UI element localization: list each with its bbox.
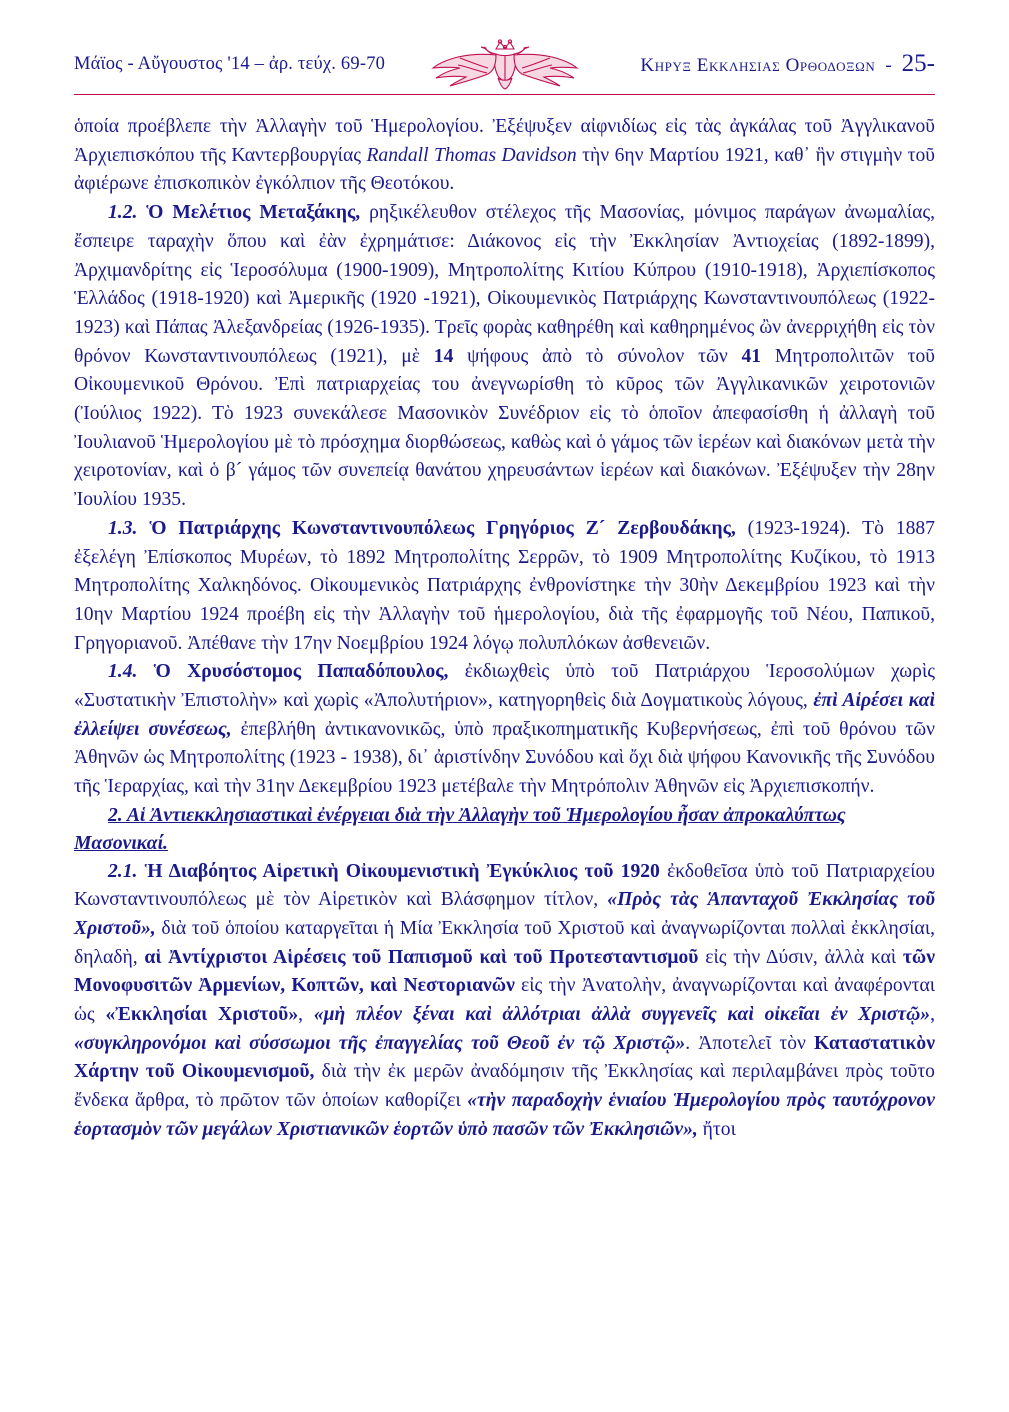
header-dash: - [885,55,892,76]
page-number: 25- [901,50,935,77]
section-1-3-text: (1923-1924). Τὸ 1887 ἐξελέγη Ἐπίσκοπος Μυρέων, τὸ 1892 Μητροπολίτης Σερρῶν, τὸ 1909 Μητροπολίτης Κυζίκου, τὸ 1913 Μητροπολίτης Χαλκηδόνος. Οἰκουμενικὸς Πατριάρχης ἐνθρονίστηκε τὴν 30ὴν Δεκεμβρίου 1923 καὶ τὴν 10ην Μαρτίου 1924 προέβη εἰς τὴν Ἀλλαγὴν τοῦ ἡμερολογίου, διὰ τῆς ἐφαρμογῆς τοῦ Νέου, Παπικοῦ, Γρηγοριανοῦ. Ἀπέθανε τὴν 17ην Νοεμβρίου 1924 λόγῳ πολυπλόκων ἀσθενειῶν. [74,517,935,654]
section-2-1-bold-1: αἱ Ἀντίχριστοι Αἱρέσεις τοῦ Παπισμοῦ καὶ τοῦ Προτεσταντισμοῦ [144,946,699,968]
section-2-1-text-7: . Ἀποτελεῖ τὸν [685,1032,815,1054]
section-2-1-number: 2.1. [108,860,138,882]
section-2-1-quote-1: «Πρὸς τὰς Ἁπανταχοῦ Ἐκκλησίας τοῦ Χριστοῦ», [74,889,935,939]
section-2-1-text-2: διὰ τοῦ ὁποίου καταργεῖται ἡ Μία Ἐκκλησία τοῦ Χριστοῦ καὶ ἀναγνωρίζονται πολλαὶ ἐκκλησίαι, δηλαδὴ, [74,917,935,968]
section-1-2-number: 1.2. [108,202,138,224]
section-2-1-title: Ἡ Διαβόητος Αἱρετικὴ Οἰκουμενιστικὴ Ἐγκύκλιος τοῦ 1920 [137,860,660,882]
section-2-1-text-5: , [298,1004,314,1026]
page-header [74,36,935,92]
section-2-1-quote-4: «τὴν παραδοχὴν ἑνιαίου Ἡμερολογίου πρὸς ταυτόχρονον ἑορτασμὸν τῶν μεγάλων Χριστιανικῶν ἑορτῶν ὑπὸ πασῶν τῶν Ἐκκλησιῶν», [74,1090,935,1140]
paragraph-continued [74,113,935,199]
section-1-4 [74,658,935,802]
section-2-1-text-6: , [930,1004,935,1026]
issue-info: Μάϊος - Αὔγουστος '14 – ἀρ. τεύχ. 69-70 [74,53,386,74]
section-2-heading: 2. Αἱ Ἀντιεκκλησιαστικαὶ ἐνέργειαι διὰ τὴν Ἀλλαγὴν τοῦ Ἡμερολογίου ἦσαν ἀπροκαλύπτως Μασονικαί. [74,804,846,854]
section-1-2-text-c: Μητροπολιτῶν τοῦ Οἰκουμενικοῦ Θρόνου. Ἐπὶ πατριαρχείας του ἀνεγνωρίσθη τὸ κῦρος τῶν Ἀγγλικανικῶν χειροτονιῶν (Ἰούλιος 1922). Τὸ 1923 συνεκάλεσε Μασονικὸν Συνέδριον εἰς τὸ ὁποῖον ἀπεφασίσθη ἡ ἀλλαγὴ τοῦ Ἰουλιανοῦ Ἡμερολογίου μὲ τὸ πρόσχημα διορθώσεως, καθὼς καὶ ὁ γάμος τῶν ἱερέων καὶ διακόνων μετὰ τὴν χειροτονίαν, καὶ ὁ β´ γάμος τῶν συνεπείᾳ θανάτου χηρευσάντων ἱερέων καὶ διακόνων. Ἐξέψυξεν τὴν 28ην Ἰουλίου 1935. [74,345,935,511]
section-1-4-text-b: ἐπεβλήθη ἀντικανονικῶς, ὑπὸ πραξικοπηματικῆς Κυβερνήσεως, ἐπὶ τοῦ θρόνου τῶν Ἀθηνῶν ὡς Μητροπολίτης (1923 - 1938), δι᾽ ἀριστίνδην Συνόδου καὶ ὄχι διὰ ψήφου Κανονικῆς τῆς Συνόδου τῆς Ἱεραρχίας, καὶ τὴν 31ην Δεκεμβρίου 1923 μετέβαλε τὴν Μητρόπολιν Ἀθηνῶν εἰς Ἀρχιεπισκοπήν. [74,718,936,798]
para-0-text-a: ὁποία προέβλεπε τὴν Ἀλλαγὴν τοῦ Ἡμερολογίου. Ἐξέψυξεν αἰφνιδίως εἰς τὰς ἀγκάλας τοῦ Ἀγγλικανοῦ Ἀρχιεπισκόπου τῆς Καντερβουργίας [74,116,935,166]
section-1-4-title: Ὁ Χρυσόστομος Παπαδόπουλος, [137,661,449,683]
section-1-2-total: 41 [741,345,762,367]
header-divider [74,94,935,95]
section-2-1-quote-3: «συγκληρονόμοι καὶ σύσσωμοι τῆς ἐπαγγελίας τοῦ Θεοῦ ἐν τῷ Χριστῷ» [74,1032,686,1054]
section-1-4-text-a: ἐκδιωχθεὶς ὑπὸ τοῦ Πατριάρχου Ἱεροσολύμων χωρὶς «Συστατικὴν Ἐπιστολὴν» καὶ χωρὶς «Ἀπολυτήριον», κατηγορηθεὶς διὰ Δογματικοὺς λόγους, [74,661,935,712]
section-1-2-votes: 14 [433,345,454,367]
section-2-1-text-3: εἰς τὴν Δύσιν, ἀλλὰ καὶ [698,946,903,968]
section-2-1-quote-2: «μὴ πλέον ξέναι καὶ ἀλλότριαι ἀλλὰ συγγενεῖς καὶ οἰκεῖαι ἐν Χριστῷ» [313,1004,931,1026]
section-1-4-emphasis: ἐπὶ Αἱρέσει καὶ ἐλλείψει συνέσεως, [74,690,935,740]
section-2-1-bold-2: τῶν Μονοφυσιτῶν Ἀρμενίων, Κοπτῶν, καὶ Νεστοριανῶν [74,946,935,997]
header-right-group [640,50,935,78]
section-2-1 [74,858,935,1145]
section-2-1-text-4: εἰς τὴν Ἀνατολὴν, ἀναγνωρίζονται καὶ ἀναφέρονται ὡς [74,975,936,1026]
section-2-1-text-8: διὰ τὴν ἐκ μερῶν ἀναδόμησιν τῆς Ἐκκλησίας καὶ περιλαμβάνει πρὸς τοῦτο ἔνδεκα ἄρθρα, τὸ πρῶτον τῶν ὁποίων καθορίζει [74,1061,935,1112]
section-1-2-text-a: ρηξικέλευθον στέλεχος τῆς Μασονίας, μόνιμος παράγων ἀνωμαλίας, ἔσπειρε ταραχὴν ὅπου καὶ ἐὰν ἐχρημάτισε: Διάκονος εἰς τὴν Ἐκκλησίαν Ἀντιοχείας (1892-1899), Ἀρχιμανδρίτης εἰς Ἱεροσόλυμα (1900-1909), Μητροπολίτης Κιτίου Κύπρου (1910-1918), Ἀρχιεπίσκοπος Ἑλλάδος (1918-1920) καὶ Ἀμερικῆς (1920 -1921), Οἰκουμενικὸς Πατριάρχης Κωνσταντινουπόλεως (1922-1923) καὶ Πάπας Ἀλεξανδρείας (1926-1935). Τρεῖς φορὰς καθηρέθη καὶ καθηρημένος ὢν ἀνερριχήθη εἰς τὸν θρόνον Κωνσταντινουπόλεως (1921), μὲ [74,202,935,367]
double-headed-eagle-icon [430,38,580,90]
section-1-2 [74,199,935,515]
section-1-4-number: 1.4. [108,661,138,683]
section-1-3-number: 1.3. [108,517,138,539]
section-2-1-text-9: ἤτοι [697,1118,736,1140]
section-2-1-bold-3: «Ἐκκλησίαι Χριστοῦ» [105,1004,299,1026]
section-1-3 [74,515,935,659]
article-body [74,113,935,1145]
section-1-2-title: Ὁ Μελέτιος Μεταξάκης, [137,202,361,224]
para-0-text-b: τὴν 6ην Μαρτίου 1921, καθ᾽ ἣν στιγμὴν τοῦ ἀφιέρωνε ἐπισκοπικὸν ἐγκόλπιον τῆς Θεοτόκου. [74,144,935,195]
para-0-name-italic: Randall Thomas Davidson [366,144,577,166]
publication-title: Κηρυξ Εκκλησιας Ορθοδοξων [640,55,876,76]
section-2-1-text-1: ἐκδοθεῖσα ὑπὸ τοῦ Πατριαρχείου Κωνσταντινουπόλεως μὲ τὸν Αἱρετικὸν καὶ Βλάσφημον τίτλον, [74,860,935,911]
section-1-2-text-b: ψήφους ἀπὸ τὸ σύνολον τῶν [453,345,742,367]
section-2-1-bold-4: Καταστατικὸν Χάρτην τοῦ Οἰκουμενισμοῦ, [74,1032,935,1083]
section-1-3-title: Ὁ Πατριάρχης Κωνσταντινουπόλεως Γρηγόριος Ζ´ Ζερβουδάκης, [137,517,736,539]
